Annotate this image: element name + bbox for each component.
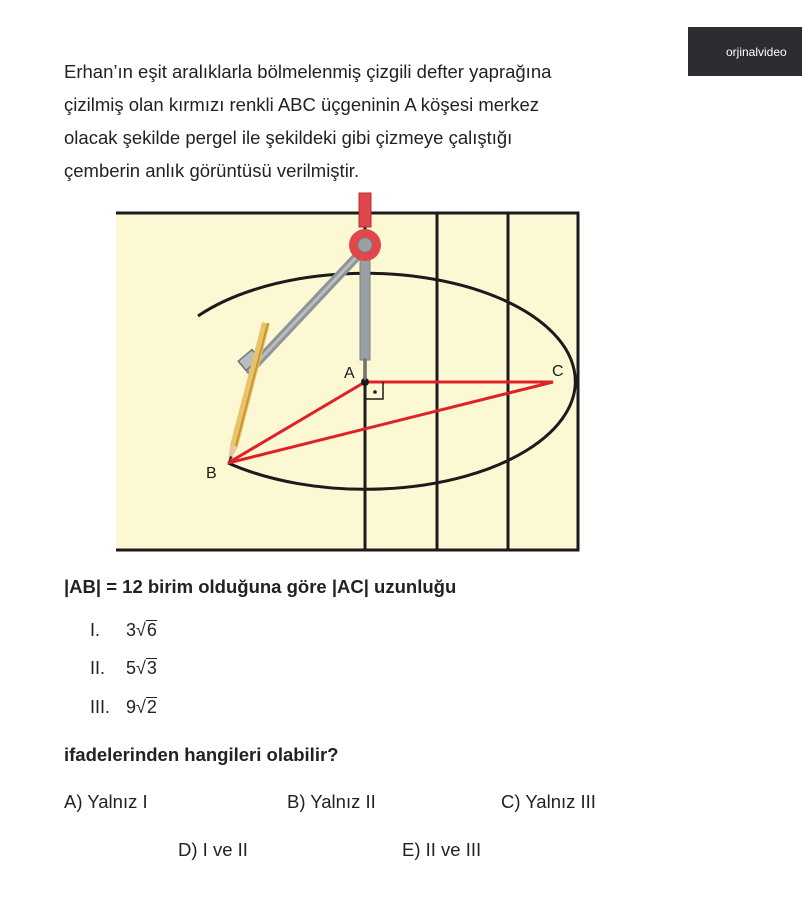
option-i-number: I.: [90, 620, 101, 640]
option-ii-number: II.: [90, 658, 106, 678]
option-ii: [90, 658, 157, 679]
label-a: A: [344, 365, 355, 382]
compass-handle: [359, 193, 371, 227]
option-i-radicand: 6: [146, 620, 157, 640]
answer-d[interactable]: D) I ve II: [178, 839, 248, 860]
option-ii-radicand: 3: [146, 658, 157, 678]
sqrt-icon: √: [136, 620, 146, 640]
label-b: B: [206, 465, 217, 482]
watermark-badge: orjinalvideo: [688, 27, 802, 76]
label-c: C: [552, 363, 564, 380]
question-line-3: olacak şekilde pergel ile şekildeki gibi çizmeye çalıştığı: [64, 127, 513, 148]
answer-a[interactable]: A) Yalnız I: [64, 791, 148, 812]
right-angle-dot: [373, 390, 377, 394]
option-iii-radicand: 2: [146, 697, 157, 717]
sqrt-icon: √: [136, 658, 146, 678]
option-ii-coef: 5: [126, 658, 137, 678]
question-line-1: Erhan’ın eşit aralıklarla bölmelenmiş çizgili defter yaprağına: [64, 61, 552, 82]
option-i: [90, 620, 157, 641]
compass-hinge: [358, 238, 372, 252]
answer-e[interactable]: E) II ve III: [402, 839, 482, 860]
compass-needle-arm: [360, 250, 370, 360]
option-i-coef: 3: [126, 620, 137, 640]
question-line-2: çizilmiş olan kırmızı renkli ABC üçgeninin A köşesi merkez: [64, 94, 540, 115]
question-stem: |AB| = 12 birim olduğuna göre |AC| uzunluğu: [64, 576, 457, 597]
question-prompt: ifadelerinden hangileri olabilir?: [64, 744, 339, 765]
answer-c[interactable]: C) Yalnız III: [501, 791, 596, 812]
option-iii-coef: 9: [126, 697, 137, 717]
question-line-4: çemberin anlık görüntüsü verilmiştir.: [64, 160, 360, 181]
answer-b[interactable]: B) Yalnız II: [287, 791, 376, 812]
sqrt-icon: √: [136, 697, 146, 717]
option-iii-number: III.: [90, 697, 111, 717]
option-iii: [90, 697, 157, 718]
